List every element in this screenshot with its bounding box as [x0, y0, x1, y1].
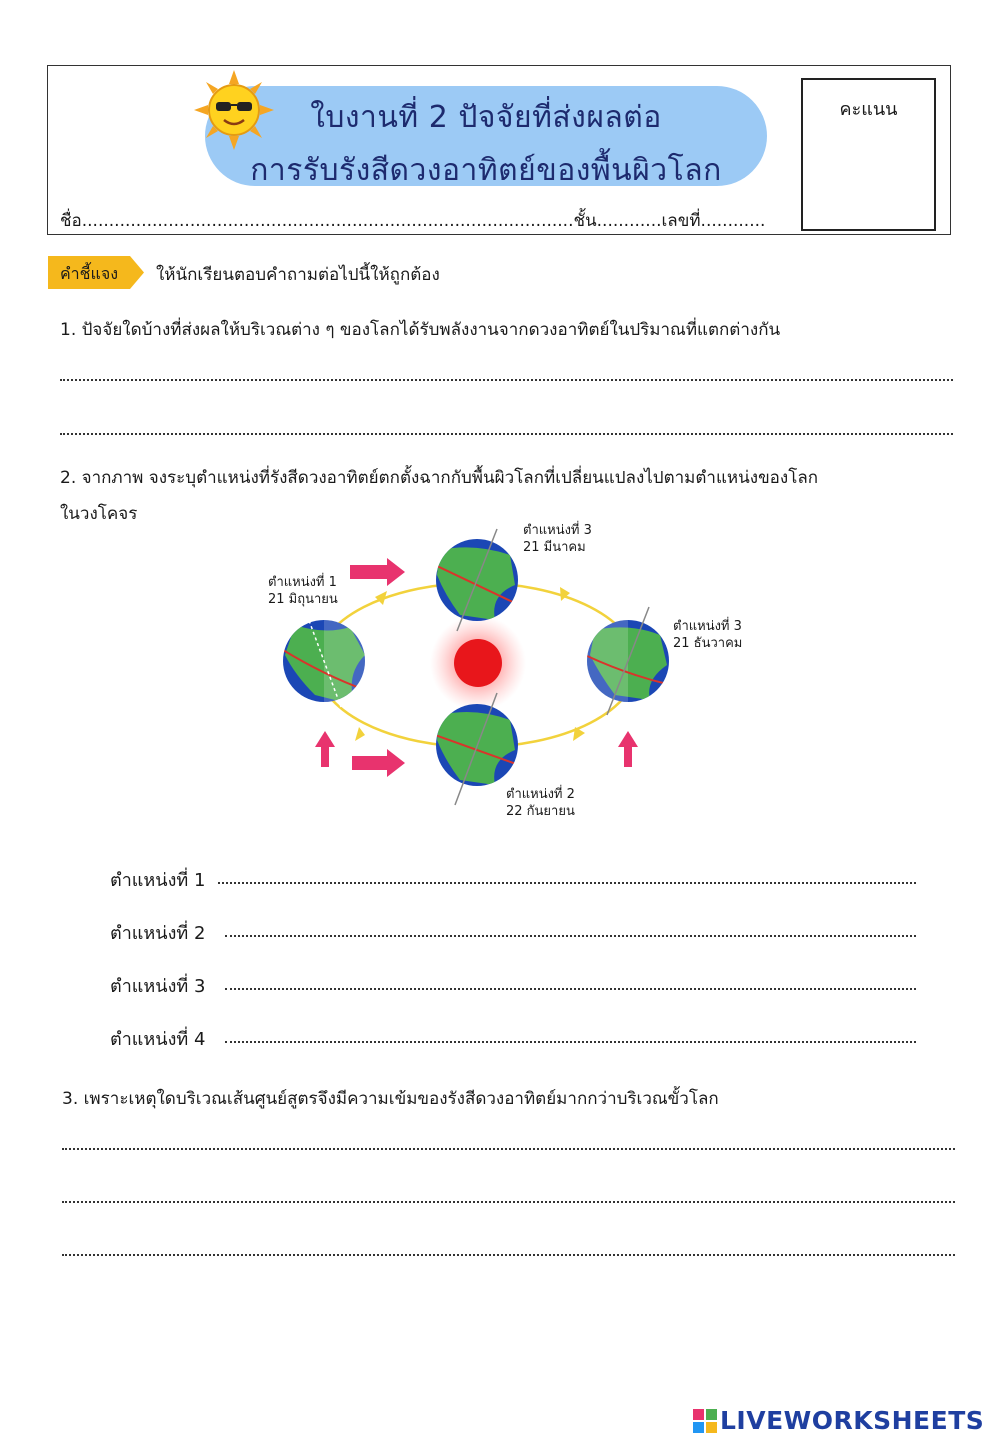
pos1-date: 21 มิถุนายน — [268, 592, 338, 607]
bottom-date: 22 กันยายน — [506, 804, 575, 819]
top-title: ตำแหน่งที่ 3 — [523, 523, 592, 538]
right-arrow-icon — [352, 749, 405, 777]
instruction-text: ให้นักเรียนตอบคำถามต่อไปนี้ให้ถูกต้อง — [156, 265, 440, 285]
sun-mascot-icon — [194, 70, 274, 150]
up-arrow-icon — [315, 731, 335, 767]
answer-line-2[interactable] — [225, 935, 916, 937]
right-arrow-icon — [350, 558, 405, 586]
pos1-title: ตำแหน่งที่ 1 — [268, 575, 337, 590]
right-title: ตำแหน่งที่ 3 — [673, 619, 742, 634]
earth-orbit-diagram — [255, 515, 775, 825]
liveworksheets-logo-text[interactable]: LIVEWORKSHEETS — [720, 1406, 985, 1435]
bottom-title: ตำแหน่งที่ 2 — [506, 787, 575, 802]
right-date: 21 ธันวาคม — [673, 636, 743, 651]
title-banner — [205, 86, 767, 186]
question-1: 1. ปัจจัยใดบ้างที่ส่งผลให้บริเวณต่าง ๆ ของโลกได้รับพลังงานจากดวงอาทิตย์ในปริมาณที่แตกต่างกัน — [60, 320, 781, 340]
instruction-tag-label: คำชี้แจง — [59, 264, 119, 283]
student-info-line: ชื่อ...........................................................................................ชั้น............เลขที่............ — [60, 211, 766, 231]
answer-line[interactable] — [62, 1201, 955, 1203]
earth-position-3-top-icon — [435, 529, 519, 631]
earth-position-1-icon — [283, 615, 369, 710]
liveworksheets-logo-icon — [693, 1409, 717, 1433]
answer-label-1: ตำแหน่งที่ 1 — [110, 870, 206, 891]
answer-line[interactable] — [60, 379, 953, 381]
answer-label-3: ตำแหน่งที่ 3 — [110, 976, 206, 997]
question-2-line-1: 2. จากภาพ จงระบุตำแหน่งที่รังสีดวงอาทิตย์ตกตั้งฉากกับพื้นผิวโลกที่เปลี่ยนแปลงไปตามตำแหน่งของโลก — [60, 468, 819, 488]
earth-position-3-right-icon — [585, 607, 671, 715]
answer-label-4: ตำแหน่งที่ 4 — [110, 1029, 206, 1050]
orbit-arrow — [355, 727, 365, 741]
answer-line[interactable] — [62, 1254, 955, 1256]
answer-label-2: ตำแหน่งที่ 2 — [110, 923, 206, 944]
question-3: 3. เพราะเหตุใดบริเวณเส้นศูนย์สูตรจึงมีความเข้มของรังสีดวงอาทิตย์มากกว่าบริเวณขั้วโลก — [62, 1089, 719, 1109]
title-line-2: การรับรังสีดวงอาทิตย์ของพื้นผิวโลก — [250, 153, 722, 188]
title-line-1: ใบงานที่ 2 ปัจจัยที่ส่งผลต่อ — [310, 100, 662, 135]
top-date: 21 มีนาคม — [523, 540, 586, 555]
answer-line-1[interactable] — [218, 882, 916, 884]
answer-line[interactable] — [62, 1148, 955, 1150]
up-arrow-icon — [618, 731, 638, 767]
answer-line-4[interactable] — [225, 1041, 916, 1043]
sun-icon — [454, 639, 502, 687]
question-2-line-2: ในวงโคจร — [60, 504, 138, 524]
answer-line-3[interactable] — [225, 988, 916, 990]
score-label: คะแนน — [839, 99, 898, 120]
answer-line[interactable] — [60, 433, 953, 435]
